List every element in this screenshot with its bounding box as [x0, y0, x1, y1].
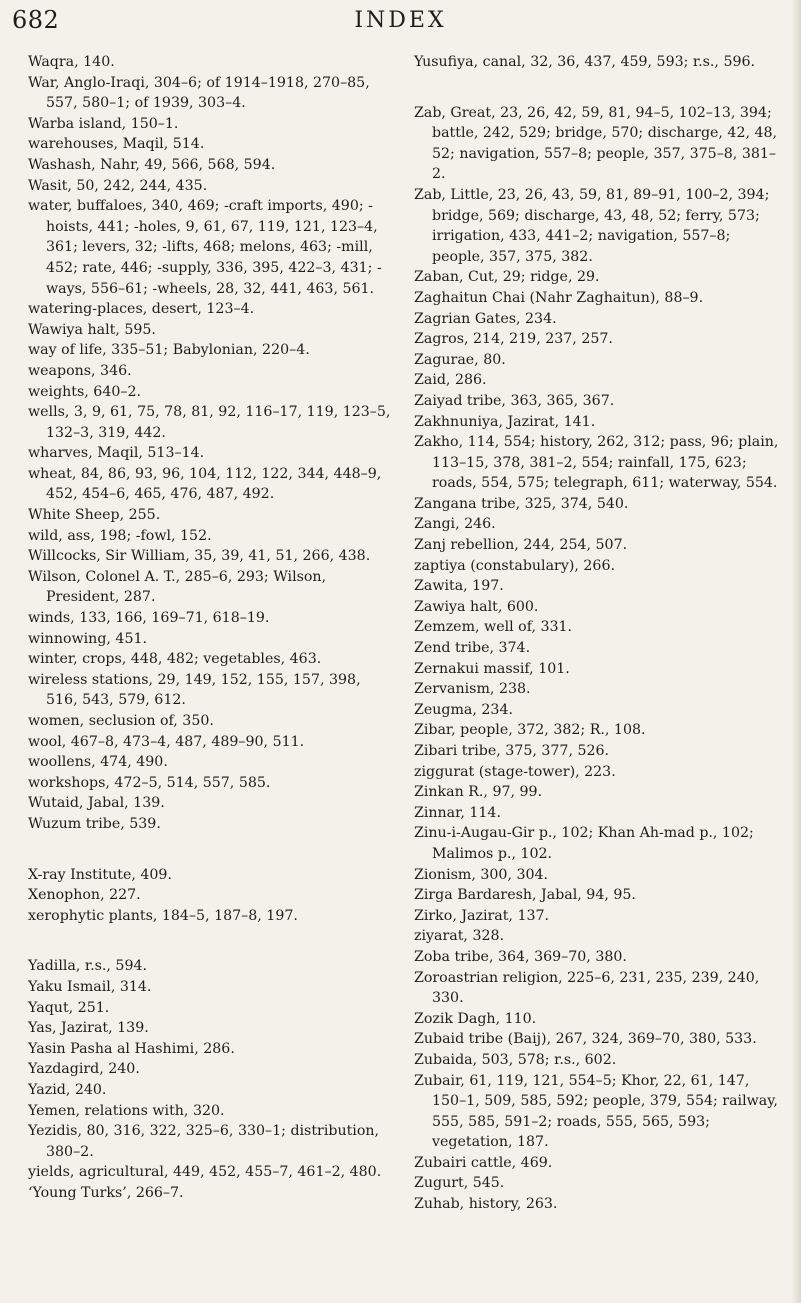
index-entry: workshops, 472–5, 514, 557, 585. [28, 774, 271, 791]
index-entry: Zuhab, history, 263. [414, 1196, 558, 1213]
index-entry: White Sheep, 255. [28, 507, 161, 524]
index-entry: Wawiya halt, 595. [28, 321, 156, 338]
index-entry: ziyarat, 328. [414, 928, 505, 945]
index-entry: Zibari tribe, 375, 377, 526. [414, 743, 610, 759]
index-entry: Zugurt, 545. [414, 1175, 505, 1192]
index-entry: War, Anglo-Iraqi, 304–6; of 1914–1918, 270–85, 557, 580–1; of 1939, 303–4. [28, 74, 370, 112]
index-entry: women, seclusion of, 350. [28, 713, 214, 729]
index-entry: Zemzem, well of, 331. [414, 619, 573, 636]
index-entry: Zirga Bardaresh, Jabal, 94, 95. [414, 887, 636, 904]
index-entry: Zubaida, 503, 578; r.s., 602. [414, 1051, 617, 1068]
index-entry: X-ray Institute, 409. [28, 866, 172, 883]
index-entry: Warba island, 150–1. [28, 115, 179, 132]
index-entry: Zozik Dagh, 110. [414, 1010, 537, 1027]
index-entry: Zaban, Cut, 29; ridge, 29. [414, 269, 600, 286]
index-entry: Yas, Jazirat, 139. [28, 1020, 149, 1037]
index-entry: Zervanism, 238. [414, 681, 531, 698]
page-number: 682 [12, 6, 60, 34]
index-entry: yields, agricultural, 449, 452, 455–7, 461–2, 480. [28, 1164, 382, 1181]
index-entry: way of life, 335–51; Babylonian, 220–4. [28, 342, 310, 359]
index-entry: winter, crops, 448, 482; vegetables, 463. [28, 651, 322, 668]
index-entry: Zibar, people, 372, 382; R., 108. [414, 722, 646, 739]
index-entry: Zakho, 114, 554; history, 262, 312; pass, 96; plain, 113–15, 378, 381–2, 554; rainfall, 175, 623; roads, 554, 575; telegraph, 611; waterway, 554. [414, 434, 779, 492]
index-entry: Zaghaitun Chai (Nahr Zaghaitun), 88–9. [414, 289, 704, 306]
index-entry: water, buffaloes, 340, 469; -craft imports, 490; -hoists, 441; -holes, 9, 61, 67, 119, 121, 123–4, 361; levers, 32; -lifts, 468; melons, 463; -mill, 452; rate, 446; -supply, 336, 395, 422–3, 431; -ways, 556–61; -wheels, 28, 32, 441, 463, 561. [28, 198, 382, 297]
index-entry: Zangi, 246. [414, 516, 496, 533]
index-entry: Zinkan R., 97, 99. [414, 784, 543, 801]
index-entry: Zakhnuniya, Jazirat, 141. [414, 413, 596, 430]
index-entry: Zab, Little, 23, 26, 43, 59, 81, 89–91, 100–2, 394; bridge, 569; discharge, 43, 48, 52; ferry, 573; irrigation, 433, 441–2; navigation, 557–8; people, 357, 375, 382. [414, 186, 770, 265]
index-entry: Yasin Pasha al Hashimi, 286. [28, 1040, 235, 1057]
index-entry: weights, 640–2. [28, 383, 142, 400]
index-entry: watering-places, desert, 123–4. [28, 301, 255, 318]
index-entry: Wilson, Colonel A. T., 285–6, 293; Wilson, President, 287. [28, 568, 327, 606]
index-entry: wild, ass, 198; -fowl, 152. [28, 527, 212, 544]
index-entry: Zangana tribe, 325, 374, 540. [414, 495, 629, 512]
index-entry: Zab, Great, 23, 26, 42, 59, 81, 94–5, 102–13, 394; battle, 242, 529; bridge, 570; discharge, 42, 48, 52; navigation, 557–8; people, 357, 375–8, 381–2. [414, 104, 778, 183]
index-entry: Zaid, 286. [414, 372, 487, 389]
index-entry: ‘Young Turks’, 266–7. [28, 1184, 184, 1201]
index-entry: Zubair, 61, 119, 121, 554–5; Khor, 22, 61, 147, 150–1, 509, 585, 592; people, 379, 554; railway, 555, 585, 591–2; roads, 555, 565, 593; vegetation, 187. [414, 1072, 778, 1151]
index-entry: Waqra, 140. [28, 54, 115, 70]
index-entry: Yaqut, 251. [28, 999, 110, 1016]
index-entry: Wasit, 50, 242, 244, 435. [28, 177, 208, 194]
index-entry: Zoroastrian religion, 225–6, 231, 235, 239, 240, 330. [414, 969, 760, 1007]
running-head: INDEX [354, 8, 447, 33]
index-entry: Wuzum tribe, 539. [28, 815, 161, 832]
index-entry: Zagurae, 80. [414, 351, 506, 368]
index-entry: wireless stations, 29, 149, 152, 155, 157, 398, 516, 543, 579, 612. [28, 671, 361, 709]
page-edge-shadow [791, 0, 801, 1303]
index-entry: Zawiya halt, 600. [414, 598, 539, 615]
index-entry: Zagrian Gates, 234. [414, 310, 557, 327]
section-gap [28, 926, 396, 956]
index-entry: woollens, 474, 490. [28, 754, 168, 771]
index-column-left [28, 52, 396, 1203]
index-entry: warehouses, Maqil, 514. [28, 136, 205, 153]
index-entry: Yezidis, 80, 316, 322, 325–6, 330–1; distribution, 380–2. [28, 1123, 380, 1160]
index-entry: Yadilla, r.s., 594. [28, 958, 148, 975]
index-entry: wells, 3, 9, 61, 75, 78, 81, 92, 116–17, 119, 123–5, 132–3, 319, 442. [28, 404, 391, 441]
index-entry: Zionism, 300, 304. [414, 866, 549, 883]
index-entry: weapons, 346. [28, 362, 132, 379]
index-entry: Zinu-i-Augau-Gir p., 102; Khan Ah-mad p., 102; Malimos p., 102. [414, 825, 754, 862]
section-gap [414, 73, 782, 103]
index-entry: Yazdagird, 240. [28, 1061, 140, 1078]
index-entry: Yemen, relations with, 320. [28, 1102, 225, 1119]
index-entry: Zawita, 197. [414, 578, 504, 595]
index-entry: Wutaid, Jabal, 139. [28, 795, 165, 812]
index-entry: Zeugma, 234. [414, 701, 513, 718]
index-entry: Zend tribe, 374. [414, 640, 531, 657]
index-entry: Washash, Nahr, 49, 566, 568, 594. [28, 156, 276, 173]
index-entry: winds, 133, 166, 169–71, 618–19. [28, 610, 270, 627]
index-entry: Willcocks, Sir William, 35, 39, 41, 51, 266, 438. [28, 548, 371, 565]
index-entry: Zinnar, 114. [414, 804, 501, 821]
index-entry: Zubaid tribe (Baij), 267, 324, 369–70, 380, 533. [414, 1031, 757, 1048]
index-entry: Zaiyad tribe, 363, 365, 367. [414, 392, 615, 409]
index-entry: Zagros, 214, 219, 237, 257. [414, 331, 613, 348]
index-entry: wool, 467–8, 473–4, 487, 489–90, 511. [28, 733, 305, 750]
index-column-right [414, 52, 782, 1215]
index-entry: winnowing, 451. [28, 630, 148, 647]
index-entry: Zanj rebellion, 244, 254, 507. [414, 537, 628, 554]
index-entry: xerophytic plants, 184–5, 187–8, 197. [28, 907, 298, 924]
index-entry: Yaku Ismail, 314. [28, 978, 152, 995]
index-entry: Yusufiya, canal, 32, 36, 437, 459, 593; r.s., 596. [414, 54, 756, 70]
index-entry: Zubairi cattle, 469. [414, 1154, 553, 1171]
index-entry: zaptiya (constabulary), 266. [414, 557, 615, 574]
index-entry: Xenophon, 227. [28, 887, 141, 904]
index-entry: wharves, Maqil, 513–14. [28, 445, 205, 462]
section-gap [28, 835, 396, 865]
index-entry: Zoba tribe, 364, 369–70, 380. [414, 948, 627, 965]
index-entry: wheat, 84, 86, 93, 96, 104, 112, 122, 344, 448–9, 452, 454–6, 465, 476, 487, 492. [28, 465, 382, 503]
index-entry: ziggurat (stage-tower), 223. [414, 763, 616, 780]
index-entry: Zirko, Jazirat, 137. [414, 907, 550, 924]
index-entry: Zernakui massif, 101. [414, 660, 570, 677]
index-entry: Yazid, 240. [28, 1081, 107, 1098]
